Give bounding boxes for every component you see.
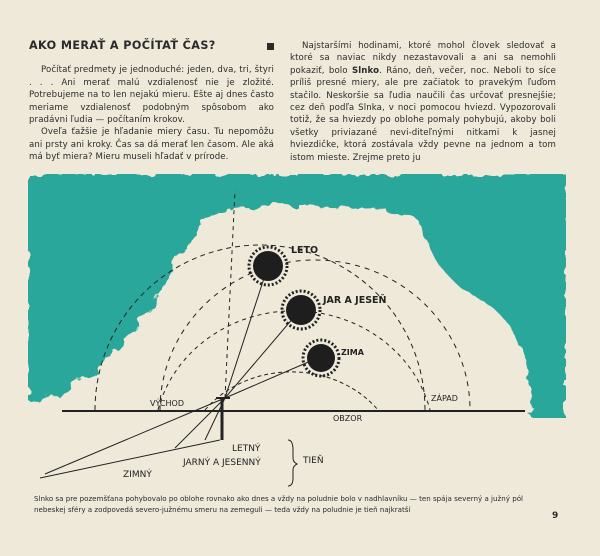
label-obzor: OBZOR	[333, 414, 363, 423]
title-text: AKO MERAŤ A POČÍTAŤ ČAS?	[29, 39, 216, 52]
page-number: 9	[552, 511, 559, 521]
paragraph: Počítať predmety je jednoduché: jeden, dva, tri, štyri . . . Ani merať malú vzdialenosť nie je zložité. Potrebujeme na to len nejakú mieru. Ešte aj dnes často meriame vzdialenosť podobným spôsobom ako pradávni ľudia — počítaním krokov.	[29, 65, 274, 126]
label-zapad: ZÁPAD	[431, 394, 458, 403]
label-jar-jesen: JAR A JESEŇ	[323, 295, 387, 306]
bold-word: Slnko	[351, 65, 380, 76]
sun-leto-icon	[249, 247, 287, 285]
label-zima: ZIMA	[341, 348, 364, 357]
sun-zima-icon	[303, 340, 339, 376]
paragraph-text: . Ráno, deň, večer, noc. Neboli to síce príliš presné miery, ale pre začiatok to pravekým ľuďom stačilo. Neskoršie sa ľudia naučili čas určovať presnejšie; cez deň podľa Slnka, v noci pomocou hviezd. Vypozorovali totiž, že sa hviezdy po oblohe pomaly pohybujú, akoby boli všetky priviazané nevi-diteľnými nitkami k jasnej hviezdičke, ktorá zostávala vždy pevne na jednom a tom istom mieste. Zrejme preto ju	[290, 65, 556, 163]
paragraph: Oveľa ťažšie je hľadanie miery času. Tu nepomôžu ani prsty ani kroky. Čas sa dá merať len časom. Ale aká má byť miera? Mieru museli hľadať v prírode.	[29, 127, 274, 163]
label-vychod: VÝCHOD	[150, 399, 184, 408]
sun-jar-jesen-icon	[282, 291, 320, 329]
label-tien: TIEŇ	[303, 456, 324, 466]
figure-caption: Slnko sa pre pozemšťana pohybovalo po oblohe rovnako ako dnes a vždy na poludnie bolo v nadhlavníku — ten spája severný a južný pól nebeskej sféry a zodpovedá severo-južnému smeru na zemeguli — teda vždy na poludnie je tieň najkratší	[34, 494, 524, 514]
paragraph-text: Najstaršími hodinami, ktoré mohol človek sledovať a ktoré sa naviac nikdy nezastavovali a ani sa nemohli pokaziť, bolo	[290, 41, 556, 76]
label-leto: LETO	[291, 245, 319, 256]
label-jarny-jesenny: JARNÝ A JESENNÝ	[183, 458, 261, 468]
shadow-bracket	[288, 440, 297, 486]
label-zimny: ZIMNÝ	[123, 470, 152, 480]
label-letny: LETNÝ	[232, 444, 261, 454]
